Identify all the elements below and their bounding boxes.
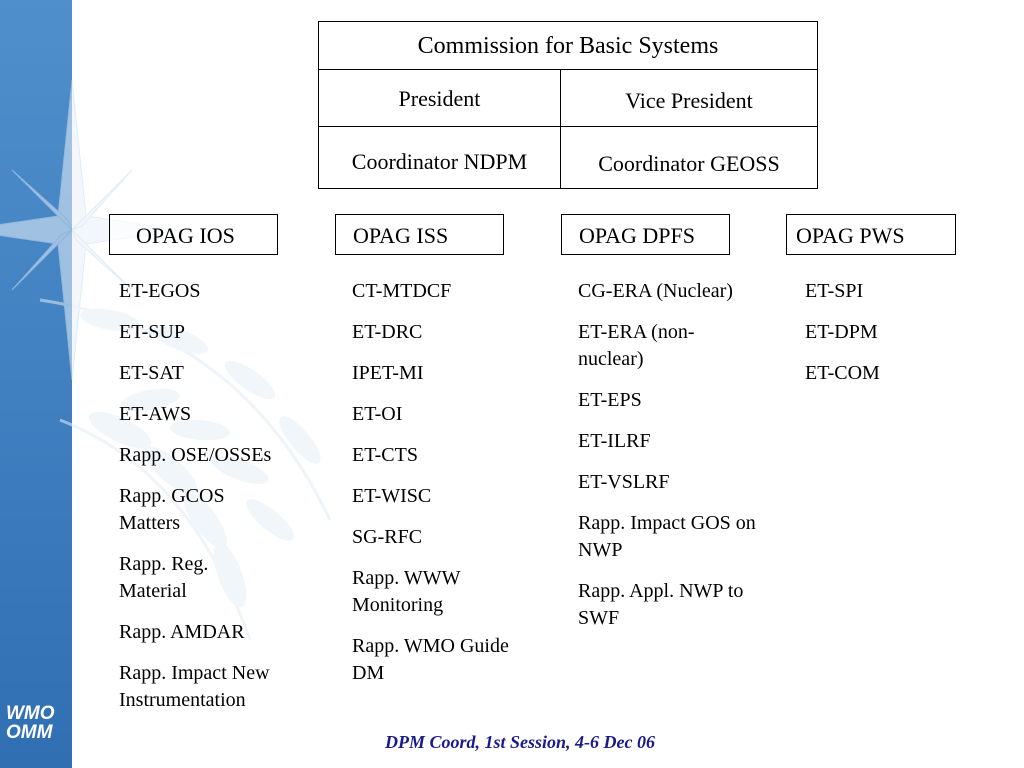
list-item: CT-MTDCF [352, 280, 452, 302]
list-item: ET-COM [805, 362, 880, 384]
list-item: Rapp. AMDAR [119, 621, 245, 643]
list-item: IPET-MI [352, 362, 424, 384]
vice-president-cell: Vice President [625, 88, 753, 113]
list-item: ET-EGOS [119, 280, 201, 302]
opag-pws-group-list [805, 278, 985, 401]
opag-pws-box: OPAG PWS [786, 214, 956, 255]
opag-dpfs-box: OPAG DPFS [561, 214, 730, 255]
president-cell: President [319, 70, 561, 126]
commission-title: Commission for Basic Systems [319, 22, 817, 70]
list-item: ET-AWS [119, 403, 192, 425]
list-item: Rapp. WWW Monitoring [352, 567, 461, 616]
list-item: ET-ERA (non-nuclear) [578, 321, 695, 370]
list-item: Rapp. Impact New Instrumentation [119, 662, 270, 711]
coordinator-ndpm-cell: Coordinator NDPM [319, 127, 561, 189]
opag-iss-box: OPAG ISS [335, 214, 504, 255]
list-item: ET-WISC [352, 485, 432, 507]
list-item: Rapp. WMO Guide DM [352, 635, 509, 684]
list-item: ET-ILRF [578, 430, 651, 452]
commission-leadership-row [319, 70, 817, 127]
opag-dpfs-group-list [578, 278, 758, 646]
list-item: Rapp. GCOS Matters [119, 485, 225, 534]
list-item: Rapp. Appl. NWP to SWF [578, 580, 744, 629]
list-item: SG-RFC [352, 526, 423, 548]
list-item: ET-SUP [119, 321, 185, 343]
footer-session-text: DPM Coord, 1st Session, 4-6 Dec 06 [384, 732, 655, 752]
opag-iss-group-list [352, 278, 532, 701]
list-item: Rapp. Reg. Material [119, 553, 209, 602]
opag-ios-group-list [119, 278, 299, 728]
commission-coordinators-row [319, 127, 817, 189]
list-item: ET-EPS [578, 389, 642, 411]
list-item: ET-SPI [805, 280, 864, 302]
list-item: ET-SAT [119, 362, 184, 384]
list-item: Rapp. Impact GOS on NWP [578, 512, 756, 561]
list-item: ET-CTS [352, 444, 418, 466]
coordinator-geoss-cell: Coordinator GEOSS [598, 151, 780, 176]
list-item: ET-VSLRF [578, 471, 670, 493]
wmo-logo [6, 704, 68, 742]
list-item: ET-OI [352, 403, 403, 425]
logo-line-omm: OMM [6, 722, 53, 743]
list-item: CG-ERA (Nuclear) [578, 280, 733, 302]
list-item: ET-DRC [352, 321, 423, 343]
opag-ios-box: OPAG IOS [109, 214, 278, 255]
list-item: ET-DPM [805, 321, 878, 343]
logo-line-wmo: WMO [6, 703, 55, 724]
list-item: Rapp. OSE/OSSEs [119, 444, 272, 466]
commission-table [318, 21, 818, 189]
